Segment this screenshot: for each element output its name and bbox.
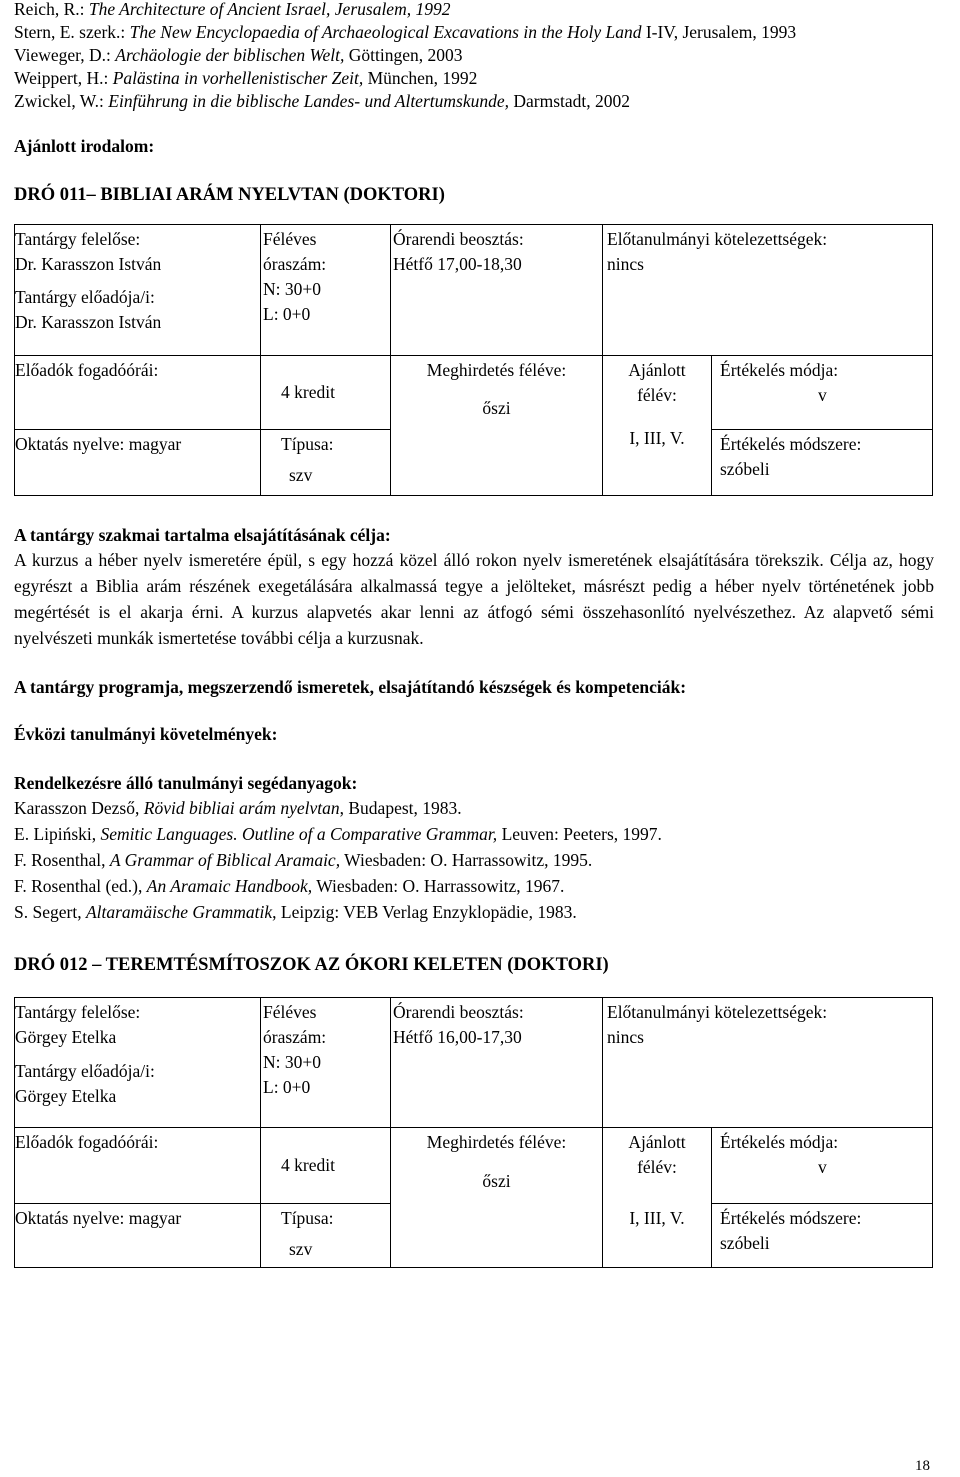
reference-author: Zwickel, W.: [14, 91, 109, 111]
reference-author: Reich, R.: [14, 0, 89, 19]
reference-rest: Darmstadt, 2002 [508, 91, 631, 111]
references-list [14, 0, 934, 113]
material-title: A Grammar of Biblical Aramaic, [109, 849, 341, 870]
aim-text: A kurzus a héber nyelv ismeretére épül, s egy hozzá közel álló rokon nyelv ismeretének elsajátítására törekszik. Célja az, hogy egyrészt a Biblia arám részének exegetálására alkalmassá tegye a jelölteket, másrészt pedig a héber nyelv történetének jobb megértését is el akarja érni. A kurzus alapvetés akar lenni az átfogó sémi összehasonlító nyelvészethez. Az alapvető sémi nyelvészeti munkák ismertetése további célja a kurzusnak. [14, 549, 934, 648]
prereq-label: Előtanulmányi kötelezettségek: [607, 228, 828, 249]
hours-label: Féléves [263, 228, 317, 249]
responsible-cell [15, 224, 261, 355]
material-item [14, 821, 934, 847]
hours-label-2: óraszám: [263, 253, 327, 274]
recommended-semester-label: Ajánlott [628, 1131, 686, 1152]
prereq-value: nincs [607, 253, 644, 274]
announce-cell [391, 1127, 603, 1267]
lecturer-name: Görgey Etelka [15, 1085, 117, 1106]
evaluation-cell [712, 1127, 933, 1203]
announce-label: Meghirdetés féléve: [426, 359, 567, 380]
material-author: F. Rosenthal, [14, 849, 110, 870]
language-value: Oktatás nyelve: magyar [15, 1207, 182, 1228]
recommended-semester-label-2: félév: [637, 384, 677, 405]
recommended-semester-label: Ajánlott [628, 359, 686, 380]
responsible-label: Tantárgy felelőse: [15, 228, 141, 249]
evaluation-method-label: Értékelés módszere: [720, 1207, 862, 1228]
recommended-reading-heading: Ajánlott irodalom: [14, 136, 155, 156]
material-publisher: , Budapest, 1983. [339, 797, 462, 818]
reference-title: The Architecture of Ancient Israel, Jerusalem, 1992 [88, 0, 451, 19]
schedule-value: Hétfő 16,00-17,30 [393, 1026, 522, 1047]
material-publisher: Leuven: Peeters, 1997. [497, 823, 662, 844]
hours-label: Féléves [263, 1001, 317, 1022]
hours-n: N: 30+0 [263, 278, 321, 299]
material-item [14, 847, 934, 873]
material-title: Altaramäische Grammatik [85, 901, 273, 922]
document-page [14, 0, 934, 1268]
material-title: Rövid bibliai arám nyelvtan [143, 797, 340, 818]
prereq-label: Előtanulmányi kötelezettségek: [607, 1001, 828, 1022]
material-author: F. Rosenthal (ed.), [14, 875, 147, 896]
reference-title: Palästina in vorhellenistischer Zeit, [112, 68, 364, 88]
reference-item [14, 21, 934, 44]
schedule-label: Órarendi beosztás: [393, 228, 524, 249]
schedule-cell [391, 224, 603, 355]
prereq-value: nincs [607, 1026, 644, 1047]
credit-cell [261, 1127, 391, 1203]
reference-author: Stern, E. szerk.: [14, 22, 130, 42]
material-publisher: Wiesbaden: O. Harrassowitz, 1967. [312, 875, 565, 896]
announce-label: Meghirdetés féléve: [426, 1131, 567, 1152]
responsible-label: Tantárgy felelőse: [15, 1001, 141, 1022]
hours-l: L: 0+0 [263, 1076, 311, 1097]
material-item [14, 899, 934, 925]
evaluation-method-cell [712, 429, 933, 495]
prereq-cell [603, 224, 933, 355]
recommended-semester-cell [603, 355, 712, 495]
language-cell [15, 429, 261, 495]
evaluation-method-value: szóbeli [720, 1232, 770, 1253]
material-title: Semitic Languages. Outline of a Comparative Grammar, [100, 823, 498, 844]
schedule-value: Hétfő 17,00-18,30 [393, 253, 522, 274]
reference-item [14, 67, 934, 90]
recommended-semester-value: I, III, V. [629, 427, 685, 448]
type-cell [261, 1203, 391, 1267]
office-hours-cell [15, 355, 261, 429]
material-title: An Aramaic Handbook, [146, 875, 313, 896]
hours-cell [261, 224, 391, 355]
recommended-semester-value: I, III, V. [629, 1207, 685, 1228]
schedule-label: Órarendi beosztás: [393, 1001, 524, 1022]
aim-heading: A tantárgy szakmai tartalma elsajátításának célja: [14, 524, 391, 545]
reference-author: Weippert, H.: [14, 68, 113, 88]
credit-cell [261, 355, 391, 429]
reference-rest: I-IV, Jerusalem, 1993 [641, 22, 797, 42]
credit-value: 4 kredit [281, 381, 335, 402]
hours-cell [261, 997, 391, 1127]
lecturer-label: Tantárgy előadója/i: [15, 1060, 155, 1081]
material-author: S. Segert, [14, 901, 86, 922]
reference-item [14, 44, 934, 67]
type-value: szv [289, 1238, 313, 1259]
requirements-heading: Évközi tanulmányi követelmények: [14, 724, 278, 745]
materials-list [14, 795, 934, 925]
material-item [14, 795, 934, 821]
evaluation-label: Értékelés módja: [720, 359, 839, 380]
reference-item [14, 0, 934, 21]
evaluation-method-label: Értékelés módszere: [720, 433, 862, 454]
course-2-title: DRÓ 012 – TEREMTÉSMÍTOSZOK AZ ÓKORI KELETEN (DOKTORI) [14, 954, 609, 975]
evaluation-value: v [818, 1156, 827, 1177]
hours-n: N: 30+0 [263, 1051, 321, 1072]
language-cell [15, 1203, 261, 1267]
language-value: Oktatás nyelve: magyar [15, 433, 182, 454]
responsible-name: Dr. Karasszon István [15, 253, 162, 274]
reference-item [14, 90, 934, 113]
material-author: Karasszon Dezső, [14, 797, 144, 818]
evaluation-value: v [818, 384, 827, 405]
material-author: E. Lipiński, [14, 823, 101, 844]
recommended-semester-cell [603, 1127, 712, 1267]
type-label: Típusa: [281, 433, 334, 454]
materials-heading: Rendelkezésre álló tanulmányi segédanyagok: [14, 773, 358, 794]
reference-rest: München, 1992 [363, 68, 478, 88]
lecturer-name: Dr. Karasszon István [15, 311, 162, 332]
announce-value: őszi [482, 1170, 511, 1191]
evaluation-method-cell [712, 1203, 933, 1267]
page-number: 18 [915, 1458, 930, 1474]
reference-title: Archäologie der biblischen Welt, [115, 45, 345, 65]
reference-title: The New Encyclopaedia of Archaeological Excavations in the Holy Land [129, 22, 642, 42]
responsible-cell [15, 997, 261, 1127]
responsible-name: Görgey Etelka [15, 1026, 117, 1047]
office-hours-cell [15, 1127, 261, 1203]
announce-value: őszi [482, 397, 511, 418]
material-publisher: , Leipzig: VEB Verlag Enzyklopädie, 1983. [272, 901, 577, 922]
material-item [14, 873, 934, 899]
evaluation-method-value: szóbeli [720, 458, 770, 479]
announce-cell [391, 355, 603, 495]
course-1-table [14, 224, 933, 496]
schedule-cell [391, 997, 603, 1127]
evaluation-cell [712, 355, 933, 429]
office-hours-label: Előadók fogadóórái: [15, 1131, 159, 1152]
type-label: Típusa: [281, 1207, 334, 1228]
office-hours-label: Előadók fogadóórái: [15, 359, 159, 380]
program-heading: A tantárgy programja, megszerzendő ismeretek, elsajátítandó készségek és kompetenciák: [14, 676, 687, 697]
evaluation-label: Értékelés módja: [720, 1131, 839, 1152]
type-value: szv [289, 464, 313, 485]
reference-title: Einführung in die biblische Landes- und Altertumskunde, [108, 91, 509, 111]
lecturer-label: Tantárgy előadója/i: [15, 286, 155, 307]
prereq-cell [603, 997, 933, 1127]
course-2-table [14, 997, 933, 1268]
reference-author: Vieweger, D.: [14, 45, 116, 65]
course-1-title: DRÓ 011– BIBLIAI ARÁM NYELVTAN (DOKTORI) [14, 184, 445, 205]
hours-l: L: 0+0 [263, 303, 311, 324]
recommended-semester-label-2: félév: [637, 1156, 677, 1177]
type-cell [261, 429, 391, 495]
credit-value: 4 kredit [281, 1154, 335, 1175]
reference-rest: Göttingen, 2003 [344, 45, 463, 65]
hours-label-2: óraszám: [263, 1026, 327, 1047]
material-publisher: Wiesbaden: O. Harrassowitz, 1995. [340, 849, 593, 870]
